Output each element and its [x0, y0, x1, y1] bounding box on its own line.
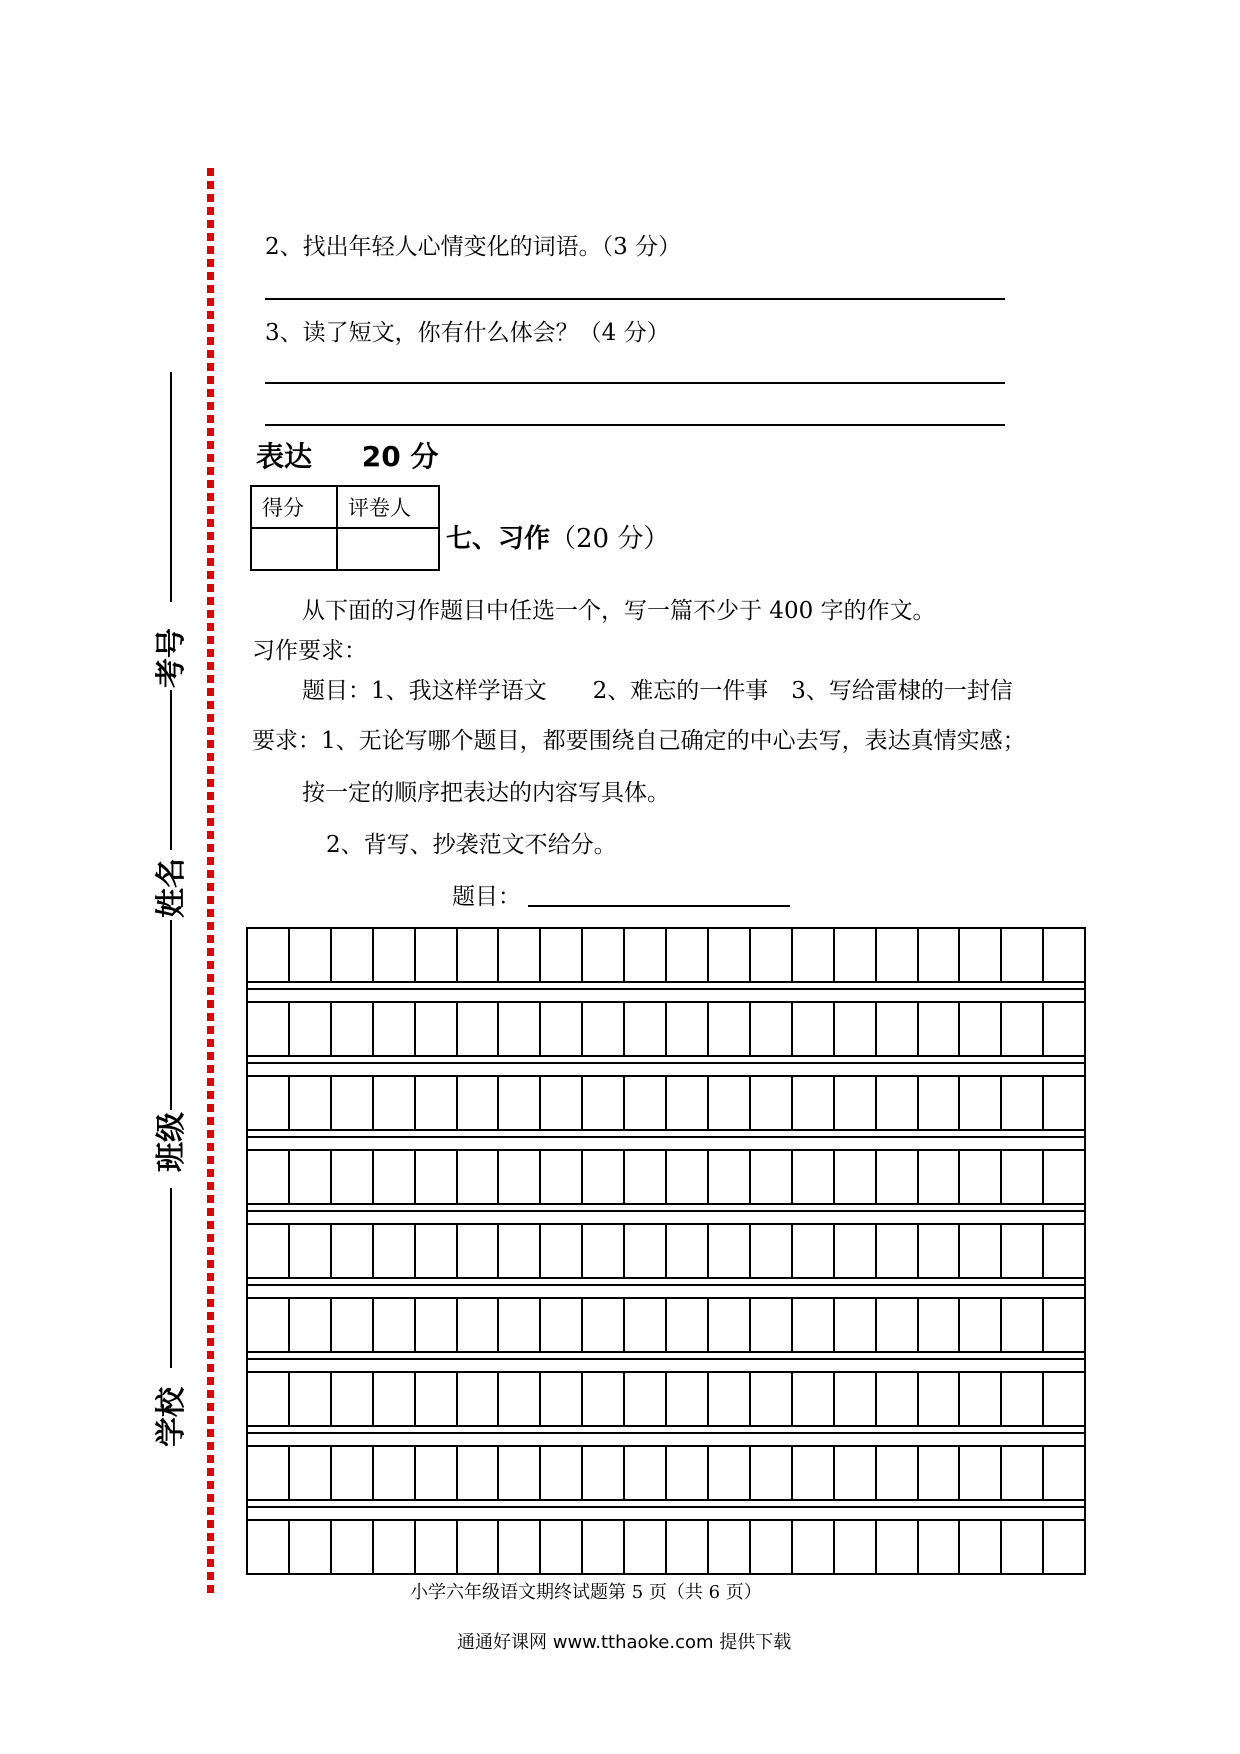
grid-cell[interactable] [583, 929, 625, 981]
grid-cell[interactable] [793, 1003, 835, 1055]
grid-cell[interactable] [667, 1003, 709, 1055]
grid-cell[interactable] [835, 1077, 877, 1129]
grid-cell[interactable] [919, 1299, 961, 1351]
grid-cell[interactable] [835, 1151, 877, 1203]
grid-cell[interactable] [499, 1151, 541, 1203]
grid-cell[interactable] [248, 1447, 290, 1499]
class-line [170, 920, 172, 1110]
grid-gap [246, 1501, 1086, 1519]
grid-cell[interactable] [709, 1003, 751, 1055]
exam-no-line [170, 372, 172, 602]
grid-cell[interactable] [751, 1003, 793, 1055]
grid-cell[interactable] [1002, 1151, 1044, 1203]
grid-cell[interactable] [960, 1373, 1002, 1425]
grid-cell[interactable] [458, 1521, 500, 1573]
grid-cell[interactable] [625, 1003, 667, 1055]
grid-cell[interactable] [1002, 1299, 1044, 1351]
grid-cell[interactable] [499, 1225, 541, 1277]
essay-title-line[interactable] [528, 905, 790, 907]
grid-cell[interactable] [1002, 929, 1044, 981]
grid-cell[interactable] [583, 1447, 625, 1499]
grid-cell[interactable] [709, 1151, 751, 1203]
exam-no-label: 考号 [154, 628, 189, 688]
grid-cell[interactable] [709, 1521, 751, 1573]
grid-cell[interactable] [541, 929, 583, 981]
grid-cell[interactable] [919, 929, 961, 981]
grid-cell[interactable] [625, 1299, 667, 1351]
grid-cell[interactable] [1044, 929, 1084, 981]
grid-cell[interactable] [332, 1151, 374, 1203]
grid-cell[interactable] [541, 1447, 583, 1499]
grid-cell[interactable] [919, 1521, 961, 1573]
grid-cell[interactable] [248, 1299, 290, 1351]
grid-cell[interactable] [751, 1373, 793, 1425]
grid-cell[interactable] [290, 1151, 332, 1203]
grid-cell[interactable] [751, 929, 793, 981]
essay-points: （20 分） [550, 524, 670, 554]
grid-cell[interactable] [290, 1299, 332, 1351]
essay-req-label: 习作要求： [252, 638, 367, 664]
grid-row [246, 1001, 1086, 1057]
grid-cell[interactable] [960, 929, 1002, 981]
grid-cell[interactable] [709, 929, 751, 981]
grid-cell[interactable] [793, 1299, 835, 1351]
grid-cell[interactable] [667, 1447, 709, 1499]
grid-cell[interactable] [499, 1447, 541, 1499]
grid-cell[interactable] [793, 1077, 835, 1129]
grid-cell[interactable] [1044, 1077, 1084, 1129]
grid-cell[interactable] [416, 1225, 458, 1277]
grid-cell[interactable] [877, 929, 919, 981]
grid-cell[interactable] [290, 1003, 332, 1055]
grid-cell[interactable] [751, 1077, 793, 1129]
grid-cell[interactable] [877, 1521, 919, 1573]
grid-cell[interactable] [835, 929, 877, 981]
grid-cell[interactable] [1002, 1225, 1044, 1277]
grid-cell[interactable] [499, 1373, 541, 1425]
grid-cell[interactable] [290, 1521, 332, 1573]
grid-cell[interactable] [877, 1077, 919, 1129]
grid-cell[interactable] [625, 1447, 667, 1499]
grid-cell[interactable] [960, 1225, 1002, 1277]
grid-cell[interactable] [919, 1447, 961, 1499]
composition-grid[interactable] [246, 927, 1086, 1575]
grader-cell[interactable] [337, 528, 439, 570]
grid-cell[interactable] [751, 1521, 793, 1573]
grid-cell[interactable] [416, 1003, 458, 1055]
grid-cell[interactable] [667, 1373, 709, 1425]
grid-cell[interactable] [374, 1151, 416, 1203]
grid-cell[interactable] [499, 1299, 541, 1351]
grid-cell[interactable] [1044, 1151, 1084, 1203]
grid-row [246, 1223, 1086, 1279]
grid-cell[interactable] [248, 1225, 290, 1277]
grid-cell[interactable] [793, 1447, 835, 1499]
grid-cell[interactable] [541, 1521, 583, 1573]
grid-cell[interactable] [625, 1151, 667, 1203]
grid-cell[interactable] [541, 1373, 583, 1425]
grid-cell[interactable] [835, 1299, 877, 1351]
score-table [250, 485, 440, 571]
grid-cell[interactable] [248, 1003, 290, 1055]
grid-cell[interactable] [1044, 1447, 1084, 1499]
grid-cell[interactable] [332, 1077, 374, 1129]
grid-cell[interactable] [374, 1225, 416, 1277]
grid-cell[interactable] [751, 1225, 793, 1277]
grid-cell[interactable] [960, 1299, 1002, 1351]
score-label: 得分 [251, 486, 337, 528]
grid-cell[interactable] [793, 1151, 835, 1203]
grid-cell[interactable] [332, 1225, 374, 1277]
grid-cell[interactable] [793, 929, 835, 981]
grid-cell[interactable] [458, 1447, 500, 1499]
grid-cell[interactable] [458, 1077, 500, 1129]
essay-heading [446, 518, 669, 555]
grid-cell[interactable] [877, 1299, 919, 1351]
grid-cell[interactable] [835, 1373, 877, 1425]
page-info: 小学六年级语文期终试题第 5 页（共 6 页） [410, 1582, 762, 1603]
grid-cell[interactable] [709, 1077, 751, 1129]
grid-cell[interactable] [919, 1003, 961, 1055]
grid-cell[interactable] [374, 1447, 416, 1499]
grid-cell[interactable] [667, 1077, 709, 1129]
grid-cell[interactable] [1002, 1003, 1044, 1055]
grid-cell[interactable] [1002, 1521, 1044, 1573]
grid-cell[interactable] [332, 1521, 374, 1573]
name-line [170, 690, 172, 850]
grid-gap [246, 1279, 1086, 1297]
grid-cell[interactable] [248, 1521, 290, 1573]
grid-cell[interactable] [290, 1225, 332, 1277]
grid-row [246, 1371, 1086, 1427]
class-label: 班级 [154, 1112, 189, 1172]
grid-cell[interactable] [374, 1521, 416, 1573]
grid-cell[interactable] [960, 1077, 1002, 1129]
binding-dotted-line [207, 168, 214, 1598]
grid-cell[interactable] [499, 1077, 541, 1129]
grid-cell[interactable] [458, 929, 500, 981]
essay-title-label: 题目： [452, 884, 521, 910]
grid-cell[interactable] [374, 1299, 416, 1351]
grid-cell[interactable] [835, 1225, 877, 1277]
grid-cell[interactable] [1044, 1299, 1084, 1351]
grid-gap [246, 1353, 1086, 1371]
grid-cell[interactable] [416, 1373, 458, 1425]
grid-cell[interactable] [541, 1225, 583, 1277]
grid-cell[interactable] [793, 1373, 835, 1425]
grid-cell[interactable] [416, 929, 458, 981]
grid-cell[interactable] [751, 1447, 793, 1499]
grid-cell[interactable] [458, 1225, 500, 1277]
score-cell[interactable] [251, 528, 337, 570]
grid-cell[interactable] [583, 1299, 625, 1351]
grid-cell[interactable] [248, 1373, 290, 1425]
grid-cell[interactable] [458, 1003, 500, 1055]
grid-cell[interactable] [877, 1225, 919, 1277]
grid-cell[interactable] [1044, 1521, 1084, 1573]
grid-cell[interactable] [1044, 1003, 1084, 1055]
grid-cell[interactable] [248, 929, 290, 981]
grid-cell[interactable] [458, 1299, 500, 1351]
grid-cell[interactable] [416, 1077, 458, 1129]
grid-cell[interactable] [541, 1151, 583, 1203]
grid-cell[interactable] [793, 1225, 835, 1277]
grid-cell[interactable] [919, 1151, 961, 1203]
grid-cell[interactable] [835, 1521, 877, 1573]
grid-row [246, 1297, 1086, 1353]
grid-gap [246, 1205, 1086, 1223]
grid-cell[interactable] [290, 1077, 332, 1129]
grid-cell[interactable] [541, 1003, 583, 1055]
grid-cell[interactable] [1002, 1077, 1044, 1129]
grid-cell[interactable] [919, 1373, 961, 1425]
grid-cell[interactable] [667, 1151, 709, 1203]
grid-cell[interactable] [416, 1521, 458, 1573]
grid-row [246, 1445, 1086, 1501]
answer-line-q3-1[interactable] [265, 382, 1005, 384]
grid-cell[interactable] [960, 1447, 1002, 1499]
grid-cell[interactable] [332, 929, 374, 981]
grid-row [246, 1149, 1086, 1205]
grid-cell[interactable] [877, 1151, 919, 1203]
essay-topics: 题目：1、我这样学语文 2、难忘的一件事 3、写给雷棣的一封信 [302, 678, 1013, 704]
grid-cell[interactable] [709, 1373, 751, 1425]
question-2: 2、找出年轻人心情变化的词语。（3 分） [265, 234, 682, 260]
grid-cell[interactable] [458, 1373, 500, 1425]
grid-cell[interactable] [583, 1521, 625, 1573]
grid-cell[interactable] [290, 1447, 332, 1499]
school-label: 学校 [154, 1387, 189, 1447]
grid-cell[interactable] [499, 1521, 541, 1573]
grid-cell[interactable] [541, 1077, 583, 1129]
essay-heading-text: 七、习作 [446, 524, 551, 554]
grid-cell[interactable] [332, 1373, 374, 1425]
grid-cell[interactable] [1002, 1373, 1044, 1425]
grid-cell[interactable] [960, 1003, 1002, 1055]
essay-req-1: 要求：1、无论写哪个题目，都要围绕自己确定的中心去写，表达真情实感； [252, 728, 1026, 754]
grid-cell[interactable] [332, 1447, 374, 1499]
grid-cell[interactable] [709, 1299, 751, 1351]
grid-cell[interactable] [625, 1225, 667, 1277]
grid-cell[interactable] [919, 1077, 961, 1129]
grid-cell[interactable] [374, 1077, 416, 1129]
grid-cell[interactable] [541, 1299, 583, 1351]
grid-cell[interactable] [835, 1447, 877, 1499]
grid-cell[interactable] [667, 1299, 709, 1351]
grid-cell[interactable] [374, 1003, 416, 1055]
grid-cell[interactable] [374, 929, 416, 981]
grid-cell[interactable] [960, 1521, 1002, 1573]
grid-cell[interactable] [583, 1003, 625, 1055]
grid-row [246, 1519, 1086, 1575]
grid-cell[interactable] [1044, 1373, 1084, 1425]
essay-req-1b: 按一定的顺序把表达的内容写具体。 [302, 780, 670, 806]
grid-cell[interactable] [374, 1373, 416, 1425]
grid-cell[interactable] [625, 1521, 667, 1573]
grid-cell[interactable] [751, 1299, 793, 1351]
grid-cell[interactable] [625, 929, 667, 981]
grid-cell[interactable] [1044, 1225, 1084, 1277]
grid-cell[interactable] [332, 1003, 374, 1055]
answer-line-q3-2[interactable] [265, 424, 1005, 426]
grid-cell[interactable] [290, 929, 332, 981]
grid-row [246, 927, 1086, 983]
name-label: 姓名 [154, 858, 189, 918]
grid-cell[interactable] [583, 1151, 625, 1203]
grid-cell[interactable] [625, 1077, 667, 1129]
grid-cell[interactable] [290, 1373, 332, 1425]
grid-gap [246, 1057, 1086, 1075]
grid-cell[interactable] [877, 1447, 919, 1499]
essay-req-2: 2、背写、抄袭范文不给分。 [326, 832, 617, 858]
grid-cell[interactable] [793, 1521, 835, 1573]
grid-cell[interactable] [877, 1003, 919, 1055]
grid-cell[interactable] [667, 929, 709, 981]
grid-cell[interactable] [835, 1003, 877, 1055]
answer-line-q2[interactable] [265, 298, 1005, 300]
grid-cell[interactable] [416, 1299, 458, 1351]
grid-cell[interactable] [625, 1373, 667, 1425]
grid-cell[interactable] [751, 1151, 793, 1203]
grid-cell[interactable] [583, 1077, 625, 1129]
grid-cell[interactable] [583, 1373, 625, 1425]
grid-cell[interactable] [667, 1225, 709, 1277]
grid-cell[interactable] [919, 1225, 961, 1277]
grid-cell[interactable] [499, 1003, 541, 1055]
section-points: 20 分 [361, 440, 439, 473]
grid-cell[interactable] [248, 1077, 290, 1129]
question-3: 3、读了短文，你有什么体会？（4 分） [265, 320, 670, 346]
grid-cell[interactable] [877, 1373, 919, 1425]
source-credit: 通通好课网 www.tthaoke.com 提供下载 [457, 1632, 792, 1653]
grid-cell[interactable] [709, 1447, 751, 1499]
grid-cell[interactable] [248, 1151, 290, 1203]
grid-cell[interactable] [709, 1225, 751, 1277]
section-title [256, 435, 438, 475]
grid-cell[interactable] [332, 1299, 374, 1351]
grid-cell[interactable] [416, 1447, 458, 1499]
grid-gap [246, 983, 1086, 1001]
essay-instruction: 从下面的习作题目中任选一个，写一篇不少于 400 字的作文。 [302, 598, 936, 624]
grid-cell[interactable] [583, 1225, 625, 1277]
grid-cell[interactable] [960, 1151, 1002, 1203]
grid-gap [246, 1131, 1086, 1149]
grid-cell[interactable] [416, 1151, 458, 1203]
grader-label: 评卷人 [337, 486, 439, 528]
section-title-text: 表达 [256, 440, 313, 473]
grid-cell[interactable] [1002, 1447, 1044, 1499]
grid-cell[interactable] [458, 1151, 500, 1203]
grid-cell[interactable] [499, 929, 541, 981]
grid-cell[interactable] [667, 1521, 709, 1573]
school-line [170, 1188, 172, 1368]
grid-row [246, 1075, 1086, 1131]
grid-gap [246, 1427, 1086, 1445]
